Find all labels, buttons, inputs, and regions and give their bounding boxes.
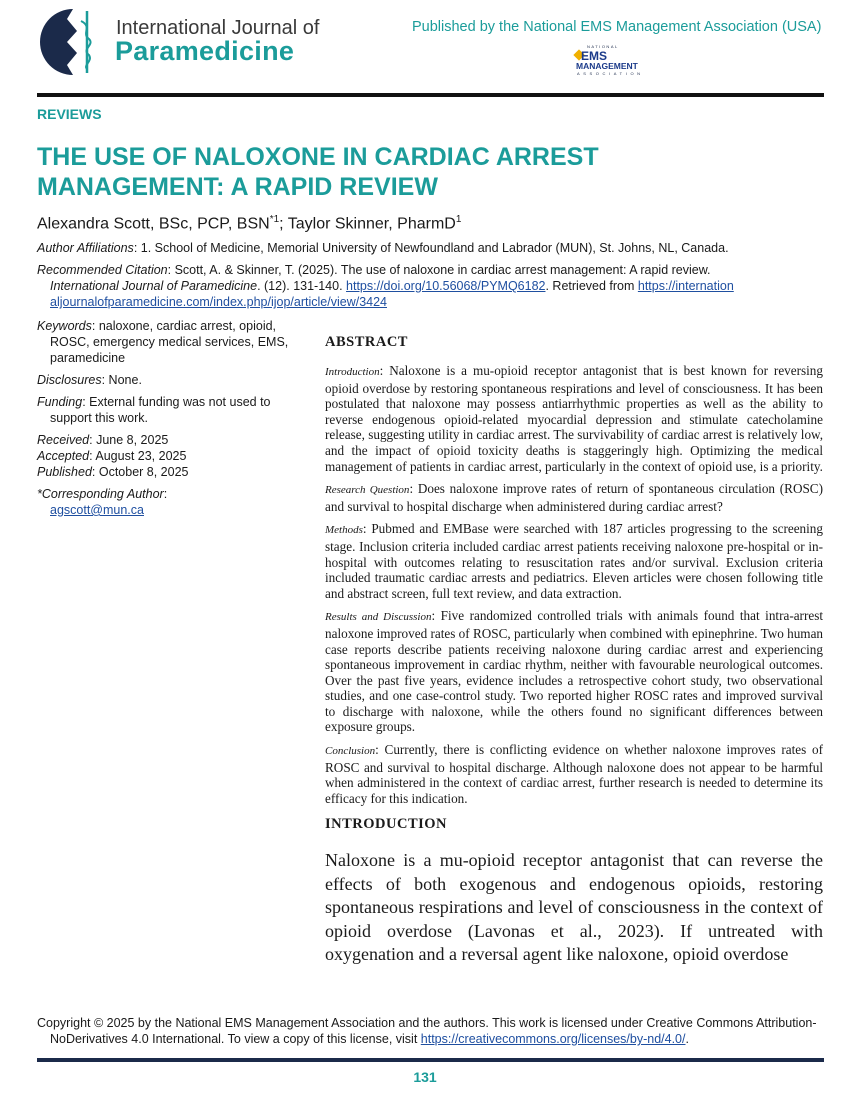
abstract-text: : Currently, there is conflicting evidence on whether naloxone improves rates of ROSC and survival to hospital discharge. Although naloxone does not appear to be harmful when administered in the context of cardiac arrest, further research is needed to determine its efficacy for this indication. xyxy=(325,742,823,806)
abstract-research-question xyxy=(325,481,823,514)
authors xyxy=(37,214,461,233)
published-text: : October 8, 2025 xyxy=(91,465,189,479)
header-divider xyxy=(37,93,824,97)
svg-text:EMS: EMS xyxy=(581,49,608,63)
footer-divider xyxy=(37,1058,824,1062)
recommended-citation xyxy=(37,262,740,310)
author-2-sup: 1 xyxy=(455,214,462,225)
accepted-text: : August 23, 2025 xyxy=(89,449,187,463)
received-label: Received xyxy=(37,433,90,447)
email-link[interactable]: agscott@mun.ca xyxy=(50,503,144,517)
corresponding-author xyxy=(37,486,297,518)
abstract-introduction xyxy=(325,363,823,474)
article-url-link[interactable]: https://internationaljournalofparamedicine.com/index.php/ijop/article/view/3424 xyxy=(50,279,734,309)
affil-text: : 1. School of Medicine, Memorial University of Newfoundland and Labrador (MUN), St. Johns, NL, Canada. xyxy=(133,241,729,255)
license-link[interactable]: https://creativecommons.org/licenses/by-nd/4.0/ xyxy=(420,1032,686,1046)
copyright-end: . xyxy=(685,1032,689,1046)
abstract xyxy=(325,334,823,967)
disclosures-text: : None. xyxy=(101,373,142,387)
keywords-text: : naloxone, cardiac arrest, opioid, ROSC, emergency medical services, EMS, paramedicine xyxy=(50,319,289,365)
introduction-heading: INTRODUCTION xyxy=(325,816,448,833)
abstract-text: : Does naloxone improve rates of return of spontaneous circulation (ROSC) and survival to hospital discharge when administered during cardiac arrest? xyxy=(325,481,823,514)
corresponding-colon: : xyxy=(163,487,168,501)
abstract-text: : Five randomized controlled trials with animals found that intra-arrest naloxone improved rates of ROSC, particularly when combined with epinephrine. Two human case reports describe patients receiving naloxone during cardiac arrest and experiencing spontaneous improvement in cardiac rhythm, neither with favourable neurological outcomes. Over the past five years, evidence includes a retrospective cohort study, two observational studies, and one case-control study. Two reported higher ROSC rates and improved survival to discharge with naloxone, while the others found no significant differences between exposure groups. xyxy=(325,608,824,735)
abstract-label: Introduction xyxy=(325,366,380,378)
author-affiliations xyxy=(37,240,827,256)
publisher-line: Published by the National EMS Management Association (USA) xyxy=(412,19,822,35)
received-text: : June 8, 2025 xyxy=(89,433,169,447)
author-1: Alexandra Scott, BSc, PCP, BSN xyxy=(37,215,270,233)
author-1-sup: *1 xyxy=(269,214,280,225)
abstract-text: : Pubmed and EMBase were searched with 187 articles progressing to the screening stage. Inclusion criteria included cardiac arrest patients receiving naloxone pre-hospital or in-hospital with outcomes relating to resuscitation rates and/or survival. Exclusion criteria included traumatic cardiac arrests and pediatrics. Eleven articles were chosen following title and abstract screen, full text review, and data extraction. xyxy=(325,521,823,601)
abstract-label: Research Question xyxy=(325,484,410,497)
corresponding-label: *Corresponding Author xyxy=(37,487,164,501)
svg-text:NATIONAL: NATIONAL xyxy=(587,44,619,49)
abstract-heading: ABSTRACT xyxy=(325,334,408,350)
abstract-label: Conclusion xyxy=(325,745,376,758)
citation-text: : Scott, A. & Skinner, T. (2025). The use of naloxone in cardiac arrest management: A rapid review. xyxy=(167,263,711,277)
journal-logo-icon xyxy=(37,7,109,77)
svg-text:ASSOCIATION: ASSOCIATION xyxy=(577,71,644,76)
received-date xyxy=(37,432,297,448)
author-2: ; Taylor Skinner, PharmD xyxy=(279,215,456,233)
citation-label: Recommended Citation xyxy=(37,263,168,277)
affil-label: Author Affiliations xyxy=(37,241,134,255)
article-title: THE USE OF NALOXONE IN CARDIAC ARREST MANAGEMENT: A RAPID REVIEW xyxy=(37,143,599,201)
citation-journal: International Journal of Paramedicine xyxy=(50,279,258,293)
accepted-date xyxy=(37,448,297,464)
keywords-label: Keywords xyxy=(37,319,92,333)
abstract-conclusion xyxy=(325,742,823,806)
disclosures xyxy=(37,372,297,388)
abstract-label: Results and Discussion xyxy=(325,611,432,624)
accepted-label: Accepted xyxy=(37,449,90,463)
journal-name-line2: Paramedicine xyxy=(115,36,295,66)
disclosures-label: Disclosures xyxy=(37,373,102,387)
copyright-notice xyxy=(37,1015,840,1047)
page-number: 131 xyxy=(413,1069,437,1085)
funding-text: : External funding was not used to support this work. xyxy=(50,395,271,425)
abstract-methods xyxy=(325,521,823,601)
svg-text:MANAGEMENT: MANAGEMENT xyxy=(576,61,638,71)
copyright-text: Copyright © 2025 by the National EMS Management Association and the authors. This work is licensed under Creative Commons Attribution-NoDerivatives 4.0 International. To view a copy of this license, visit xyxy=(37,1016,817,1046)
funding xyxy=(37,394,297,426)
citation-pages: . (12). 131-140. xyxy=(257,279,347,293)
funding-label: Funding xyxy=(37,395,83,409)
journal-name-line1: International Journal of xyxy=(116,17,320,39)
retrieved-text: . Retrieved from xyxy=(545,279,638,293)
published-label: Published xyxy=(37,465,92,479)
keywords xyxy=(37,318,297,366)
doi-link[interactable]: https://doi.org/10.56068/PYMQ6182 xyxy=(346,279,546,293)
introduction-text: Naloxone is a mu-opioid receptor antagonist that can reverse the effects of both exogenous and endogenous opioids, restoring spontaneous respirations and level of consciousness in the context of opioid overdose (Lavonas et al., 2023). If untreated with oxygenation and a reversal agent like naloxone, opioid overdose xyxy=(325,850,823,965)
abstract-label: Methods xyxy=(325,524,363,537)
published-date xyxy=(37,464,297,480)
abstract-results xyxy=(325,608,823,735)
ems-logo-icon xyxy=(573,44,657,76)
abstract-text: : Naloxone is a mu-opioid receptor antagonist that is best known for reversing opioid overdose by restoring spontaneous respirations and level of consciousness. It has been postulated that naloxone may possess antiarrhythmic properties as well as the ability to reverse endogenous opioid-related myocardial depression and stimulate catecholamine release, suggesting utility in cardiac arrest. The survivability of cardiac arrest is relatively low, and the impact of opioid toxicity deaths is staggeringly high. Optimizing the medical management of patients in cardiac arrest, particularly in the context of opioid use, is a priority. xyxy=(325,363,823,474)
section-label: REVIEWS xyxy=(37,106,102,122)
article-info-column xyxy=(37,318,297,524)
